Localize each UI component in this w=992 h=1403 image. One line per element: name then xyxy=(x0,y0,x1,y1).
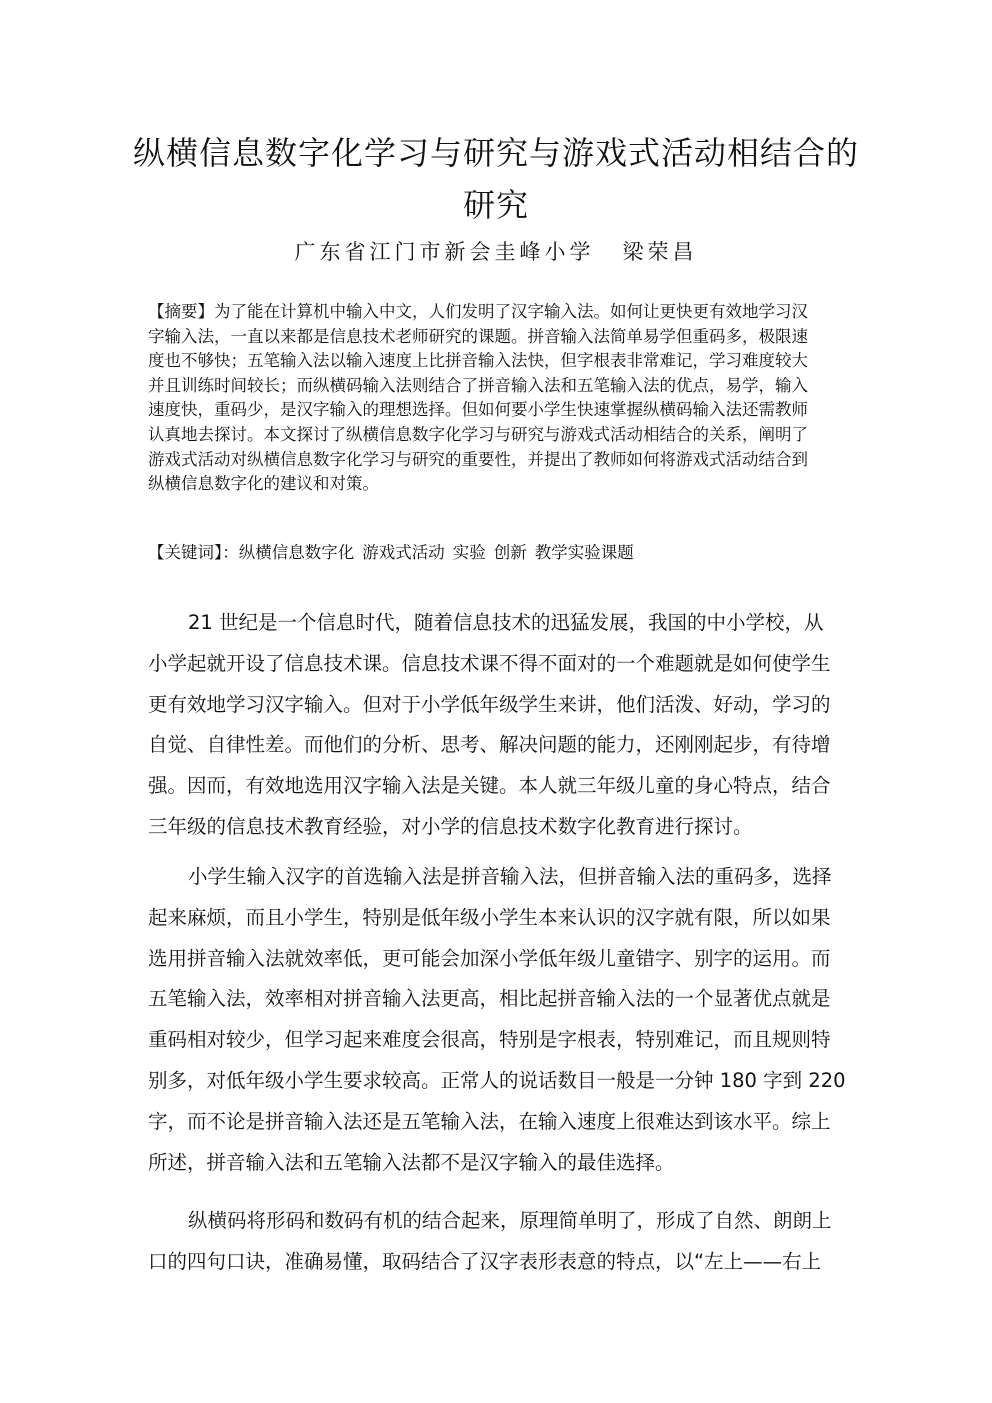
paragraph-line: 三年级的信息技术教育经验，对小学的信息技术数字化教育进行探讨。 xyxy=(148,814,753,838)
paper-title-line-1: 纵横信息数字化学习与研究与游戏式活动相结合的 xyxy=(132,134,859,172)
abstract-line: 游戏式活动对纵横信息数字化学习与研究的重要性，并提出了教师如何将游戏式活动结合到 xyxy=(148,449,808,469)
paragraph-line: 别多，对低年级小学生要求较高。正常人的说话数目一般是一分钟 180 字到 220 xyxy=(148,1068,846,1092)
paragraph-line: 纵横码将形码和数码有机的结合起来，原理简单明了，形成了自然、朗朗上 xyxy=(188,1209,832,1232)
keywords xyxy=(148,539,848,563)
keywords-label: 【关键词】： xyxy=(148,543,239,562)
abstract-line: 字输入法，一直以来都是信息技术老师研究的课题。拼音输入法简单易学但重码多，极限速 xyxy=(148,326,808,346)
paragraph-line: 小学生输入汉字的首选输入法是拼音输入法，但拼音输入法的重码多，选择 xyxy=(188,865,832,888)
paragraph-line: 选用拼音输入法就效率低，更可能会加深小学低年级儿童错字、别字的运用。而 xyxy=(148,946,831,970)
abstract-line: 速度快，重码少，是汉字输入的理想选择。但如何要小学生快速掌握纵横码输入法还需教师 xyxy=(148,400,808,420)
author-line xyxy=(0,236,992,266)
keyword: 纵横信息数字化 xyxy=(238,543,355,562)
paragraph-line: 五笔输入法，效率相对拼音输入法更高，相比起拼音输入法的一个显著优点就是 xyxy=(148,987,831,1011)
paragraph-line: 起来麻烦，而且小学生，特别是低年级小学生本来认识的汉字就有限，所以如果 xyxy=(148,905,831,929)
paragraph-line: 21 世纪是一个信息时代，随着信息技术的迅猛发展，我国的中小学校，从 xyxy=(188,611,824,634)
body-paragraph-2 xyxy=(148,857,848,1183)
paragraph-line: 字，而不论是拼音输入法还是五笔输入法，在输入速度上很难达到该水平。综上 xyxy=(148,1109,831,1133)
body-paragraph-1 xyxy=(148,603,848,848)
paragraph-line: 小学起就开设了信息技术课。信息技术课不得不面对的一个难题就是如何使学生 xyxy=(148,651,831,675)
paragraph-line: 所述，拼音输入法和五笔输入法都不是汉字输入的最佳选择。 xyxy=(148,1150,675,1174)
paragraph-line: 更有效地学习汉字输入。但对于小学低年级学生来讲，他们活泼、好动，学习的 xyxy=(148,692,831,716)
paragraph-line: 自觉、自律性差。而他们的分析、思考、解决问题的能力，还刚刚起步，有待增 xyxy=(148,733,831,757)
abstract-line: 【摘要】为了能在计算机中输入中文，人们发明了汉字输入法。如何让更快更有效地学习汉 xyxy=(148,302,808,321)
abstract-line: 纵横信息数字化的建议和对策。 xyxy=(148,474,379,494)
paper-title-line-2: 研究 xyxy=(462,186,529,224)
keyword: 教学实验课题 xyxy=(534,543,634,562)
keyword: 游戏式活动 xyxy=(362,543,445,562)
keyword: 创新 xyxy=(493,543,527,562)
body-paragraph-3 xyxy=(148,1201,848,1283)
keyword: 实验 xyxy=(452,543,486,562)
abstract-line: 并且训练时间较长；而纵横码输入法则结合了拼音输入法和五笔输入法的优点，易学，输入 xyxy=(148,375,808,395)
paragraph-line: 强。因而，有效地选用汉字输入法是关键。本人就三年级儿童的身心特点，结合 xyxy=(148,774,831,798)
paragraph-line: 口的四句口诀，准确易懂，取码结合了汉字表形表意的特点，以“左上——右上 xyxy=(148,1249,822,1273)
paragraph-line: 重码相对较少，但学习起来难度会很高，特别是字根表，特别难记，而且规则特 xyxy=(148,1028,831,1052)
author-affiliation: 广东省江门市新会圭峰小学 xyxy=(294,240,595,264)
abstract xyxy=(148,300,848,497)
author-name: 梁荣昌 xyxy=(622,240,698,264)
abstract-line: 认真地去探讨。本文探讨了纵横信息数字化学习与研究与游戏式活动相结合的关系，阐明了 xyxy=(148,424,808,444)
abstract-line: 度也不够快；五笔输入法以输入速度上比拼音输入法快，但字根表非常难记，学习难度较大 xyxy=(148,351,808,371)
